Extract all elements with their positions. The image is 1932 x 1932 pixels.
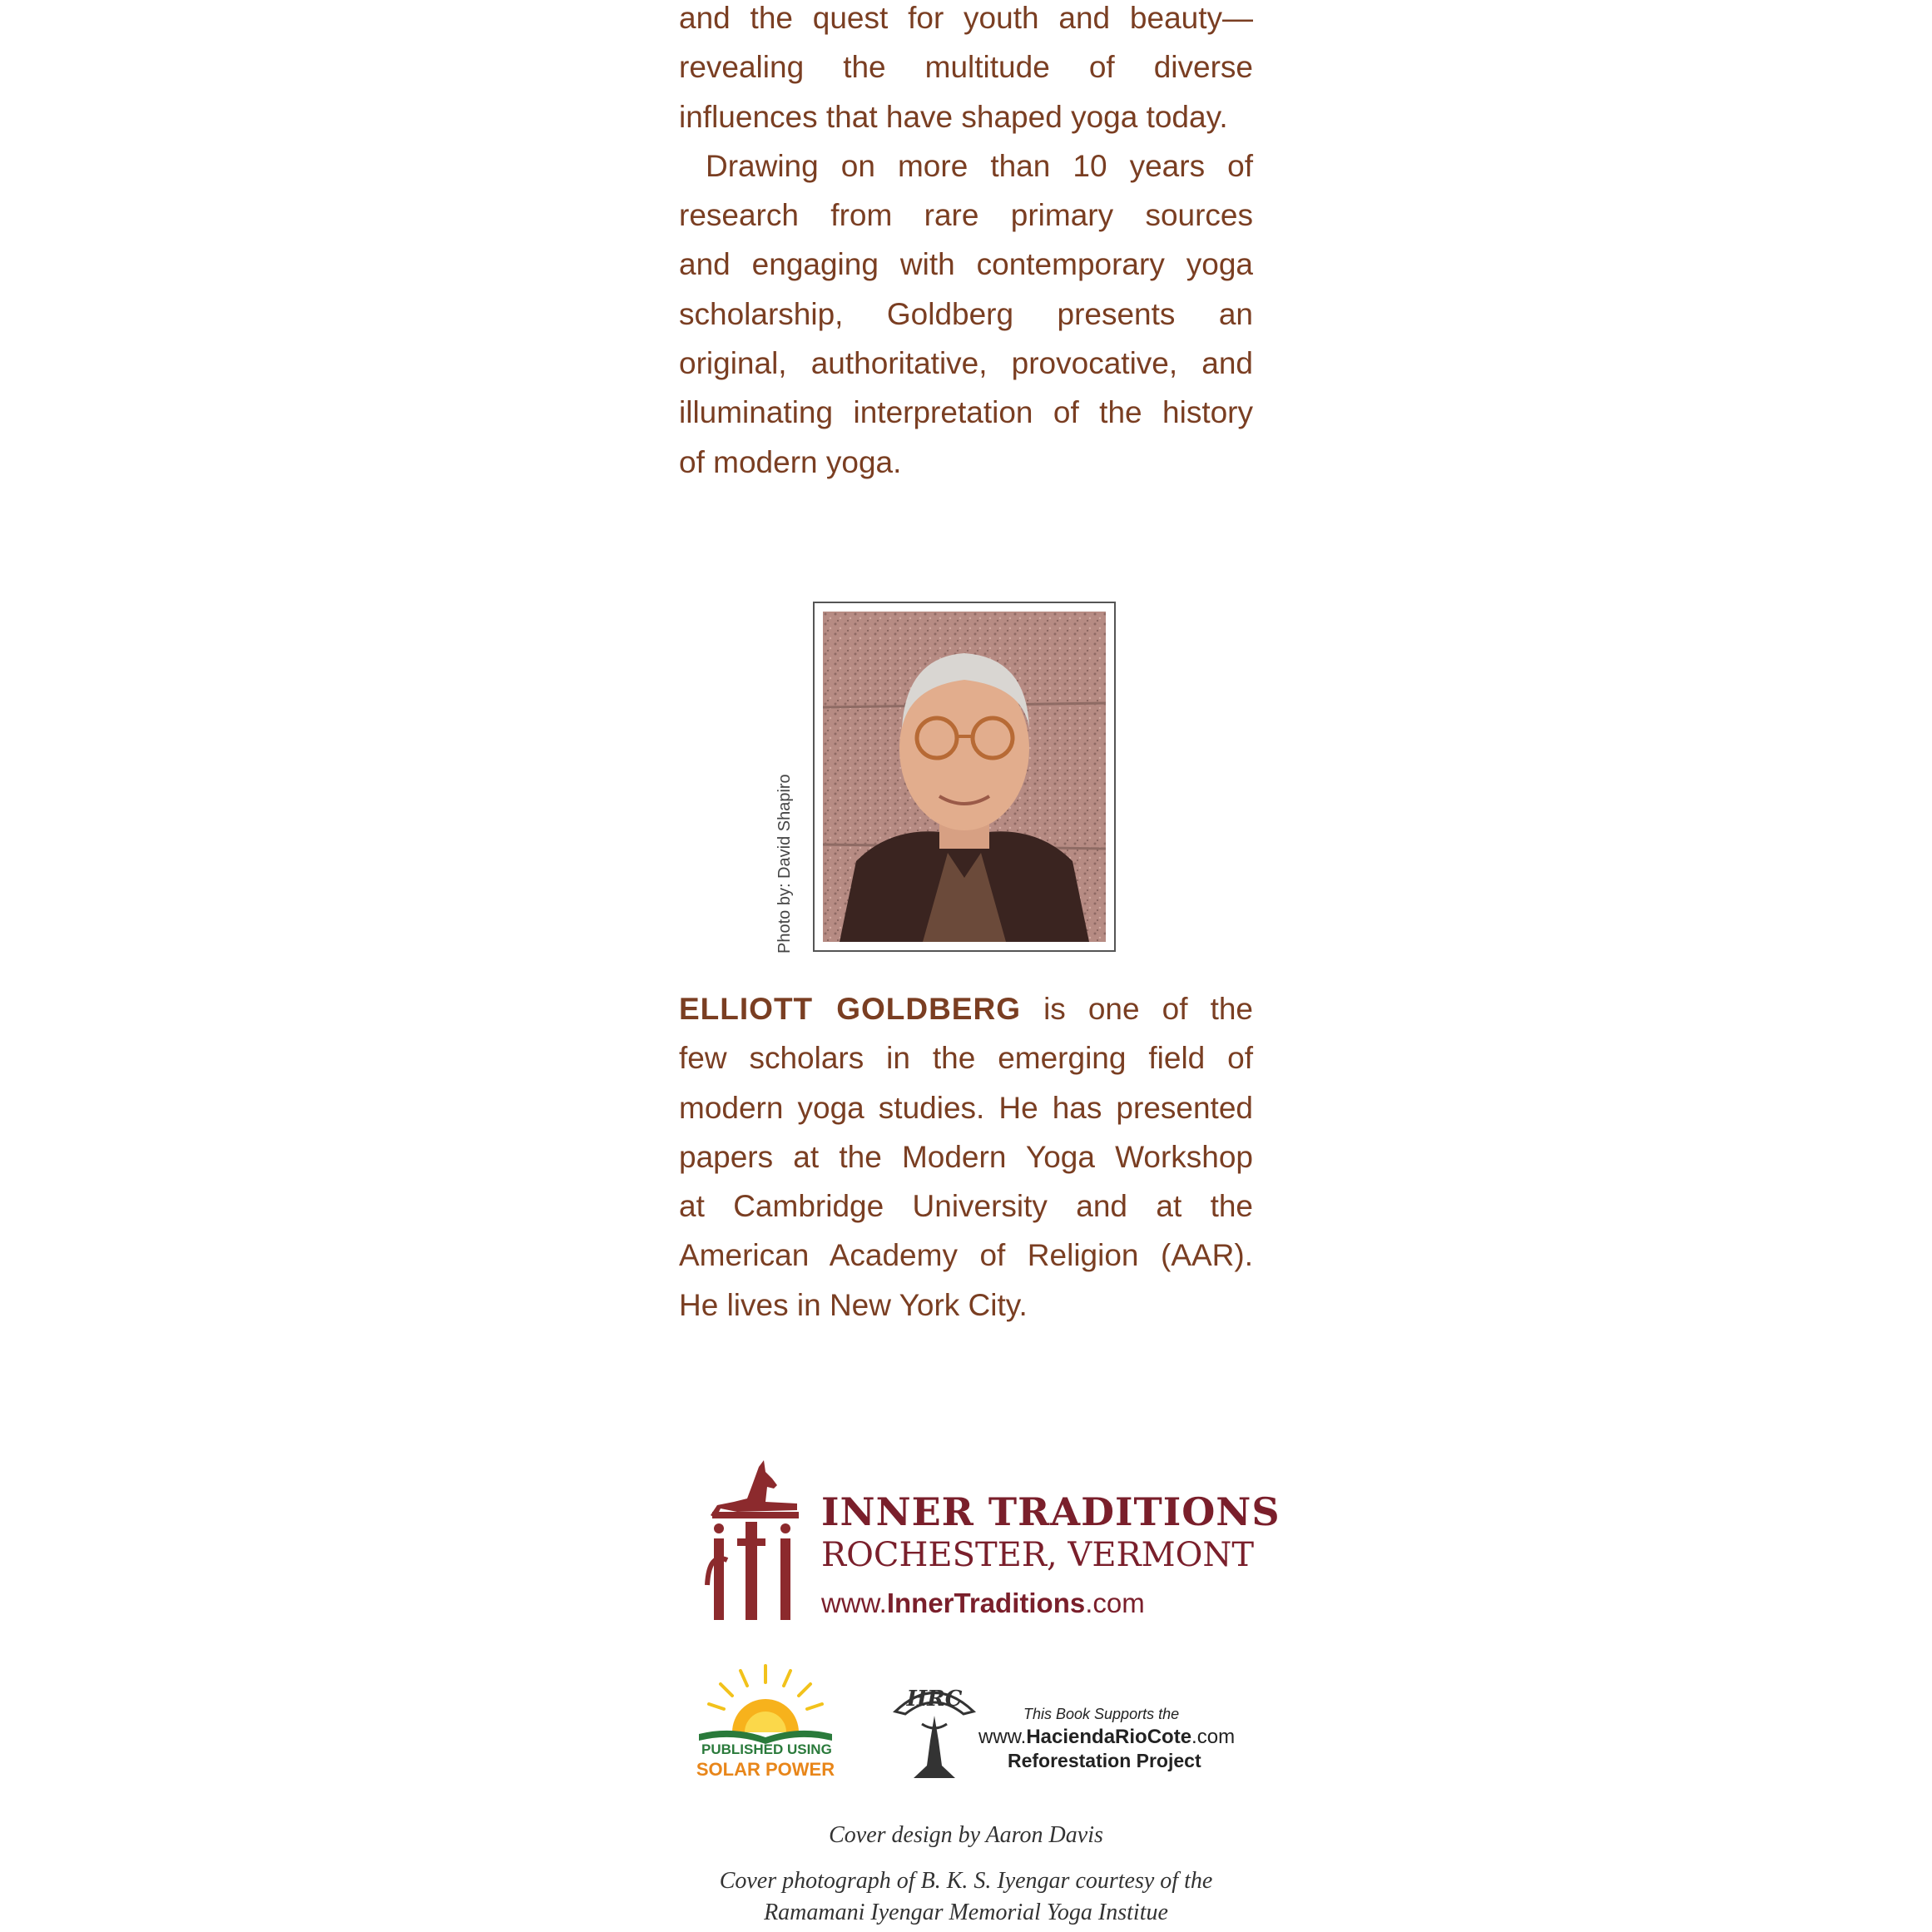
hrc-url[interactable] — [978, 1726, 1235, 1749]
author-photo — [823, 612, 1106, 942]
photo-credit: Photo by: David Shapiro — [775, 774, 794, 954]
description-line: research from rare primary sources — [679, 198, 1253, 233]
publisher-location: ROCHESTER, VERMONT — [821, 1536, 1255, 1574]
hrc-url-domain: HaciendaRioCote — [1026, 1726, 1192, 1748]
description-line: original, authoritative, provocative, and — [679, 346, 1253, 381]
description-line: revealing the multitude of diverse — [679, 50, 1253, 85]
cover-design-credit: Cover design by Aaron Davis — [829, 1822, 1103, 1848]
cover-photo-credit-line1: Cover photograph of B. K. S. Iyengar courtesy of the — [719, 1868, 1213, 1894]
author-photo-frame — [813, 602, 1116, 952]
author-bio-line: American Academy of Religion (AAR). — [679, 1238, 1253, 1273]
description-line: scholarship, Goldberg presents an — [679, 296, 1253, 331]
publisher-url-domain: InnerTraditions — [886, 1588, 1086, 1618]
description-line: illuminating interpretation of the history — [679, 395, 1253, 430]
cover-photo-credit-line2: Ramamani Iyengar Memorial Yoga Institue — [764, 1900, 1168, 1925]
author-bio — [679, 984, 1253, 1330]
publisher-anubis-logo-icon — [704, 1460, 804, 1622]
description-line: influences that have shaped yoga today. — [679, 99, 1228, 134]
author-bio-line: modern yoga studies. He has presented — [679, 1090, 1253, 1125]
publisher-url-prefix: www. — [821, 1588, 887, 1618]
hrc-text-line1: This Book Supports the — [1023, 1706, 1180, 1722]
author-bio-line: at Cambridge University and at the — [679, 1189, 1253, 1224]
description-line: Drawing on more than 10 years of — [706, 148, 1253, 183]
author-bio-first-line — [679, 984, 1253, 1033]
publisher-url-suffix: .com — [1085, 1588, 1145, 1618]
description-text — [679, 0, 1253, 487]
publisher-name: INNER TRADITIONS — [821, 1489, 1281, 1534]
description-line: of modern yoga. — [679, 444, 902, 479]
hrc-text-line3: Reforestation Project — [1008, 1750, 1201, 1771]
author-bio-line: He lives in New York City. — [679, 1287, 1028, 1322]
publisher-url[interactable] — [821, 1588, 1145, 1619]
author-bio-line: papers at the Modern Yoga Workshop — [679, 1139, 1253, 1174]
author-bio-line: few scholars in the emerging field of — [679, 1041, 1253, 1076]
description-line: and the quest for youth and beauty— — [679, 1, 1253, 35]
hrc-url-prefix: www. — [978, 1726, 1027, 1748]
solar-text-line2: SOLAR POWER — [696, 1759, 835, 1780]
author-bio-first-rest: is one of the — [1021, 992, 1254, 1026]
solar-text-line1: PUBLISHED USING — [701, 1741, 832, 1757]
author-name: ELLIOTT GOLDBERG — [679, 992, 1021, 1026]
hrc-tree-logo-icon — [889, 1674, 980, 1782]
hrc-url-suffix: .com — [1191, 1726, 1236, 1748]
description-line: and engaging with contemporary yoga — [679, 247, 1253, 282]
hrc-logo-text: HRC — [906, 1687, 963, 1712]
author-portrait-illustration — [823, 612, 1106, 942]
